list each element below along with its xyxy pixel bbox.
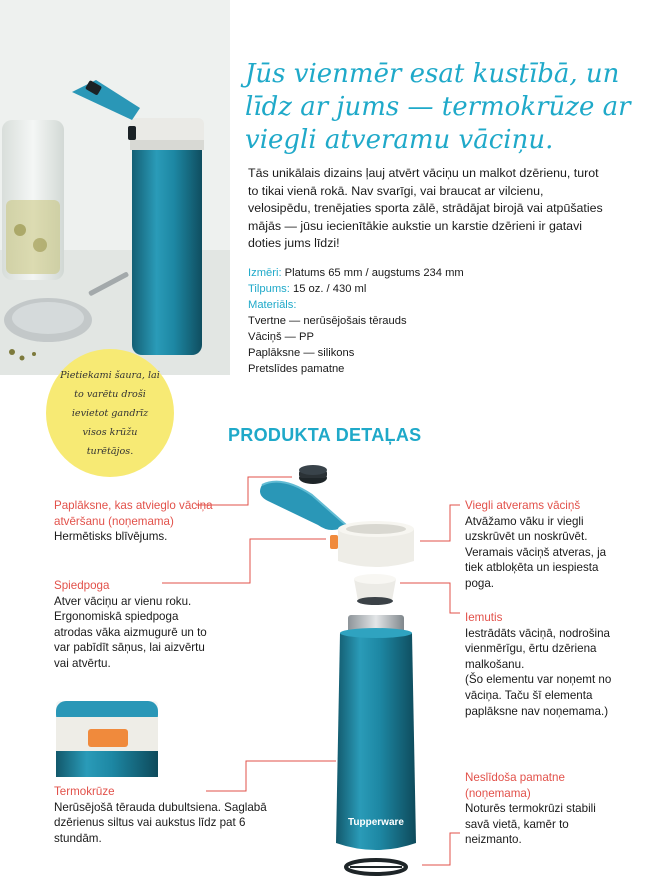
spec-materials-label: Materiāls:	[248, 299, 297, 311]
callout-insert	[465, 610, 615, 719]
flip-lid-part	[260, 482, 346, 530]
callout-insert-title: Iemutis	[465, 611, 503, 624]
callout-insert-note: (Šo elementu var noņemt no vāciņa. Taču šī elementa paplāksne nav noņemama.)	[465, 673, 612, 718]
callout-gasket-desc: Hermētisks blīvējums.	[54, 530, 168, 544]
leader-button	[162, 539, 326, 583]
mouthpiece-part	[354, 574, 396, 605]
spec-material-item: Paplāksne — silikons	[248, 347, 355, 359]
orange-button-icon	[330, 535, 338, 549]
gasket-part	[299, 465, 327, 484]
callout-lid-title: Viegli atverams vāciņš	[465, 499, 581, 512]
callout-mug	[54, 784, 274, 846]
page-headline: Jūs vienmēr esat kustībā, un līdz ar jums — termokrūze ar viegli atveramu vāciņu.	[245, 59, 631, 155]
callout-gasket-title: Paplāksne, kas atvieglo vāciņa atvēršanu (noņemama)	[54, 499, 213, 528]
callout-lid	[465, 498, 615, 592]
intro-paragraph: Tās unikālais dizains ļauj atvērt vāciņu un malkot dzērienu, turot to tikai vienā rokā. Nav svarīgi, vai braucat ar vilcienu, velosipēdu, trenējaties sporta zālē, strādājat birojā vai atpūšaties mājās — jūsu iecienītākie aukstie un karstie dzērieni ir gatavi doties jums līdzi!	[248, 166, 603, 251]
leader-insert	[400, 583, 460, 613]
callout-button-desc: Atver vāciņu ar vienu roku. Ergonomiskā spiedpoga atrodas vāka aizmugurē un to var pabīdīt sāņus, lai aizvērtu vai atvērtu.	[54, 594, 207, 670]
callout-button-title: Spiedpoga	[54, 579, 110, 592]
spec-volume-value: 15 oz. / 430 ml	[289, 283, 367, 295]
callout-mug-desc: Nerūsējošā tērauda dubultsiena. Saglabā dzērienus siltus vai aukstus līdz pat 6 stundām.	[54, 800, 267, 845]
bottle-brand-logo: Tupperware	[348, 817, 404, 828]
spec-size-label: Izmēri:	[248, 267, 282, 279]
callout-base	[465, 770, 615, 848]
callout-mug-title: Termokrūze	[54, 785, 115, 798]
callout-gasket	[54, 498, 214, 545]
lid-detail-photo	[56, 701, 158, 777]
leader-lid	[420, 505, 460, 541]
hero-illustration	[0, 0, 230, 375]
spec-volume-label: Tilpums:	[248, 283, 290, 295]
callout-lid-desc: Atvāžamo vāku ir viegli uzskrūvēt un noskrūvēt. Veramais vāciņš atveras, ja tiek atbloķēta un iespiesta poga.	[465, 514, 607, 590]
section-title: PRODUKTA DETAĻAS	[228, 425, 422, 445]
detail-button-icon	[88, 729, 128, 747]
spec-material-item: Tvertne — nerūsējošais tērauds	[248, 315, 407, 327]
callout-base-title: Neslīdoša pamatne (noņemama)	[465, 771, 565, 800]
callout-base-desc: Noturēs termokrūzi stabili savā vietā, kamēr to neizmanto.	[465, 802, 596, 847]
base-part	[346, 860, 406, 874]
lid-ring-part	[330, 521, 414, 567]
leader-base	[422, 833, 460, 865]
spec-size-value: Platums 65 mm / augstums 234 mm	[281, 267, 464, 279]
hero-photo	[0, 0, 230, 375]
spec-material-item: Pretslīdes pamatne	[248, 363, 345, 375]
callout-insert-desc: Iestrādāts vāciņā, nodrošina vienmērīgu, ērtu dzēriena malkošanu.	[465, 626, 611, 671]
sticker-text: Pietiekami šaura, lai to varētu droši ievietot gandrīz visos krūžu turētājos.	[60, 369, 160, 457]
bottle-body-part	[336, 615, 416, 850]
spec-volume	[248, 281, 608, 297]
product-specs	[248, 265, 608, 377]
spec-size	[248, 265, 608, 281]
callout-button	[54, 578, 214, 672]
spec-material-item: Vāciņš — PP	[248, 331, 314, 343]
